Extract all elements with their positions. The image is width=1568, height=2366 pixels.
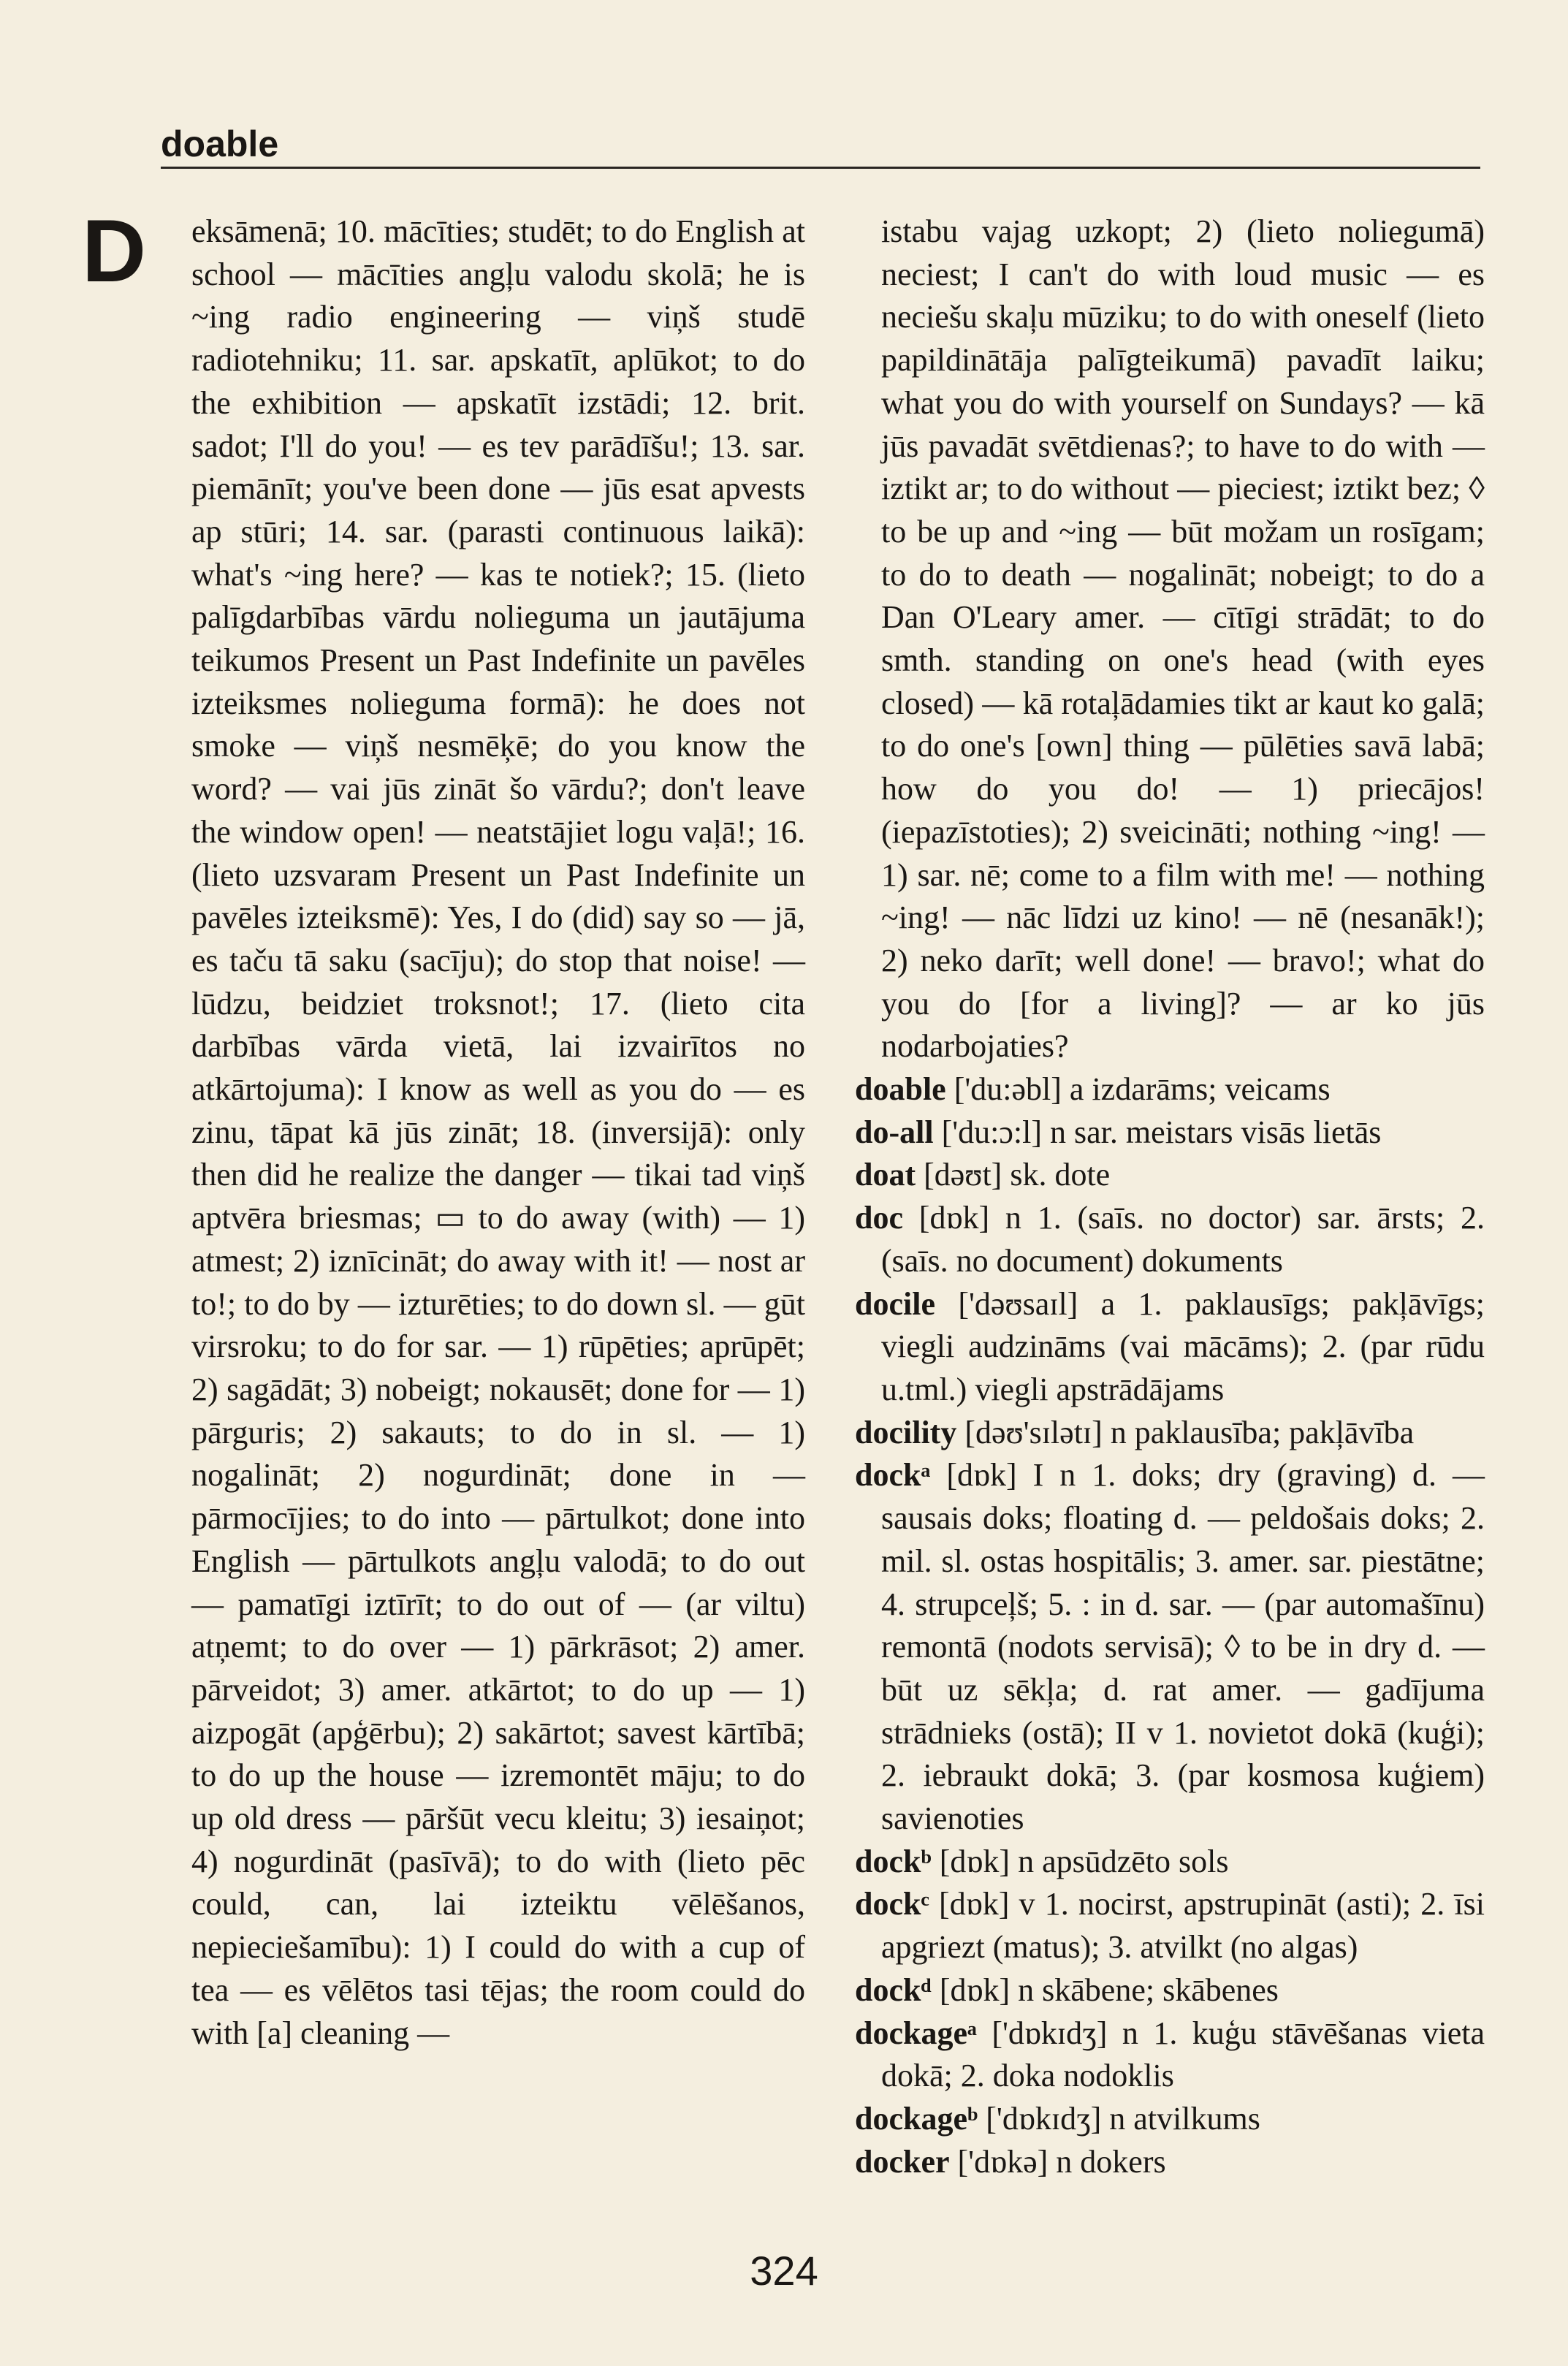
dictionary-entry xyxy=(855,1154,1485,1197)
dictionary-entry xyxy=(855,2098,1485,2141)
dictionary-entry xyxy=(855,1111,1485,1155)
entry-headword: docker xyxy=(855,2143,950,2180)
entry-definition: [dəʊt] sk. dote xyxy=(916,1157,1111,1193)
letter-tab: D xyxy=(82,201,147,300)
guide-word: doable xyxy=(161,123,279,164)
entry-headword: doat xyxy=(855,1157,916,1193)
page-number: 324 xyxy=(750,2248,818,2294)
entry-definition: ['dɒkɪdʒ] n 1. kuģu stāvēšanas vieta dokā; 2. doka nodoklis xyxy=(881,2015,1485,2094)
dictionary-entry xyxy=(855,1068,1485,1111)
entry-list xyxy=(855,1068,1485,2183)
entry-headword: dockᵃ xyxy=(855,1457,931,1494)
dictionary-entry xyxy=(855,1454,1485,1840)
entry-definition: [dɒk] n skābene; skābenes xyxy=(931,1971,1279,2008)
entry-headword: dockᵇ xyxy=(855,1843,932,1879)
entry-definition: ['dɒkə] n dokers xyxy=(949,2143,1166,2180)
entry-definition: ['du:əbl] a izdarāms; veicams xyxy=(945,1071,1331,1108)
dictionary-entry xyxy=(855,1883,1485,1969)
right-column-continuation: istabu vajag uzkopt; 2) (lieto noliegumā) neciest; I can't do with loud music — es neciešu skaļu mūziku; to do with oneself (lieto papildinātāja palīgteikumā) pavadīt laiku; what you do with yourself on Sundays? — kā jūs pavadāt svētdienas?; to have to do with — iztikt ar; to do without — pieciest; iztikt bez; ◊ to be up and ~ing — būt možam un rosīgam; to do to death — nogalināt; nobeigt; to do a Dan O'Leary amer. — cītīgi strādāt; to do smth. standing on one's head (with eyes closed) — kā rotaļādamies tikt ar kaut ko galā; to do one's [own] thing — pūlēties savā labā; how do you do! — 1) priecājos! (iepazīstoties); 2) sveicināti; nothing ~ing! — 1) sar. nē; come to a film with me! — nothing ~ing! — nāc līdzi uz kino! — nē (nesanāk!); 2) neko darīt; well done! — bravo!; what do you do [for a living]? — ar ko jūs nodarbojaties? xyxy=(881,213,1485,1065)
header-rule xyxy=(161,167,1480,169)
dictionary-entry xyxy=(855,2141,1485,2184)
left-column-text: eksāmenā; 10. mācīties; studēt; to do English at school — mācīties angļu valodu skolā; he is ~ing radio engineering — viņš studē radiotehniku; 11. sar. apskatīt, aplūkot; to do the exhibition — apskatīt izstādi; 12. brit. sadot; I'll do you! — es tev parādīšu!; 13. sar. piemānīt; you've been done — jūs esat apvests ap stūri; 14. sar. (parasti continuous laikā): what's ~ing here? — kas te notiek?; 15. (lieto palīgdarbības vārdu nolieguma un jautājuma teikumos Present un Past Indefinite un pavēles izteiksmes nolieguma formā): he does not smoke — viņš nesmēķē; do you know the word? — vai jūs zināt šo vārdu?; don't leave the window open! — neatstājiet logu vaļā!; 16. (lieto uzsvaram Present un Past Indefinite un pavēles izteiksmē): Yes, I do (did) say so — jā, es taču tā saku (sacīju); do stop that noise! — lūdzu, beidziet troksnot!; 17. (lieto cita darbības vārda vietā, lai izvairītos no atkārtojuma): I know as well as you do — es zinu, tāpat kā jūs zināt; 18. (inversijā): only then did he realize the danger — tikai tad viņš aptvēra briesmas; ▭ to do away (with) — 1) atmest; 2) iznīcināt; do away with it! — nost ar to!; to do by — izturēties; to do down sl. — gūt virsroku; to do for sar. — 1) rūpēties; aprūpēt; 2) sagādāt; 3) nobeigt; nokausēt; done for — 1) pārguris; 2) sakauts; to do in sl. — 1) nogalināt; 2) nogurdināt; done in — pārmocījies; to do into — pārtulkot; done into English — pārtulkots angļu valodā; to do out — pamatīgi iztīrīt; to do out of — (ar viltu) atņemt; to do over — 1) pārkrāsot; 2) amer. pārveidot; 3) amer. atkārtot; to do up — 1) aizpogāt (apģērbu); 2) sakārtot; savest kārtībā; to do up the house — izremontēt māju; to do up old dress — pāršūt vecu kleitu; 3) iesaiņot; 4) nogurdināt (pasīvā); to do with (lieto pēc could, can, lai izteiktu vēlēšanos, nepieciešamību): 1) I could do with a cup of tea — es vēlētos tasi tējas; the room could do with [a] cleaning — xyxy=(191,213,805,2051)
dictionary-entry xyxy=(855,1283,1485,1412)
entry-headword: do-all xyxy=(855,1114,934,1150)
entry-definition: [dɒk] v 1. nocirst, apstrupināt (asti); 2. īsi apgriezt (matus); 3. atvilkt (no algas) xyxy=(881,1886,1485,1966)
entry-headword: docile xyxy=(855,1285,935,1322)
entry-headword: dockageᵇ xyxy=(855,2100,978,2137)
dictionary-entry xyxy=(855,1197,1485,1282)
entry-headword: dockᶜ xyxy=(855,1886,929,1922)
entry-definition: [dɒk] n apsūdzēto sols xyxy=(931,1843,1229,1879)
dictionary-entry xyxy=(855,1412,1485,1455)
entry-definition: [dəʊ'sɪlətɪ] n paklausība; pakļāvība xyxy=(956,1414,1415,1450)
dictionary-entry xyxy=(855,2012,1485,2098)
entry-headword: dockageᵃ xyxy=(855,2015,977,2051)
entry-headword: docility xyxy=(855,1414,957,1450)
entry-definition: ['du:ɔ:l] n sar. meistars visās lietās xyxy=(933,1114,1382,1150)
dictionary-entry xyxy=(855,1841,1485,1884)
entry-definition: [dɒk] n 1. (saīs. no doctor) sar. ārsts; 2. (saīs. no document) dokuments xyxy=(881,1200,1485,1279)
entry-definition: ['dəʊsaɪl] a 1. paklausīgs; pakļāvīgs; viegli audzināms (vai mācāms); 2. (par rūdu u.tml.) viegli apstrādājams xyxy=(881,1285,1485,1407)
entry-definition: ['dɒkɪdʒ] n atvilkums xyxy=(978,2100,1260,2137)
entry-definition: [dɒk] I n 1. doks; dry (graving) d. — sausais doks; floating d. — peldošais doks; 2. mil. sl. ostas hospitālis; 3. amer. sar. piestātne; 4. strupceļš; 5. : in d. sar. — (par automašīnu) remontā (nodots servisā); ◊ to be in dry d. — būt uz sēkļa; d. rat amer. — gadījuma strādnieks (ostā); II v 1. novietot dokā (kuģi); 2. iebraukt dokā; 3. (par kosmosa kuģiem) savienoties xyxy=(881,1457,1485,1837)
entry-headword: dockᵈ xyxy=(855,1971,932,2008)
left-column xyxy=(191,210,805,2055)
entry-headword: doable xyxy=(855,1071,946,1108)
dictionary-entry xyxy=(855,1969,1485,2012)
entry-headword: doc xyxy=(855,1200,903,1236)
right-column xyxy=(855,210,1485,2183)
